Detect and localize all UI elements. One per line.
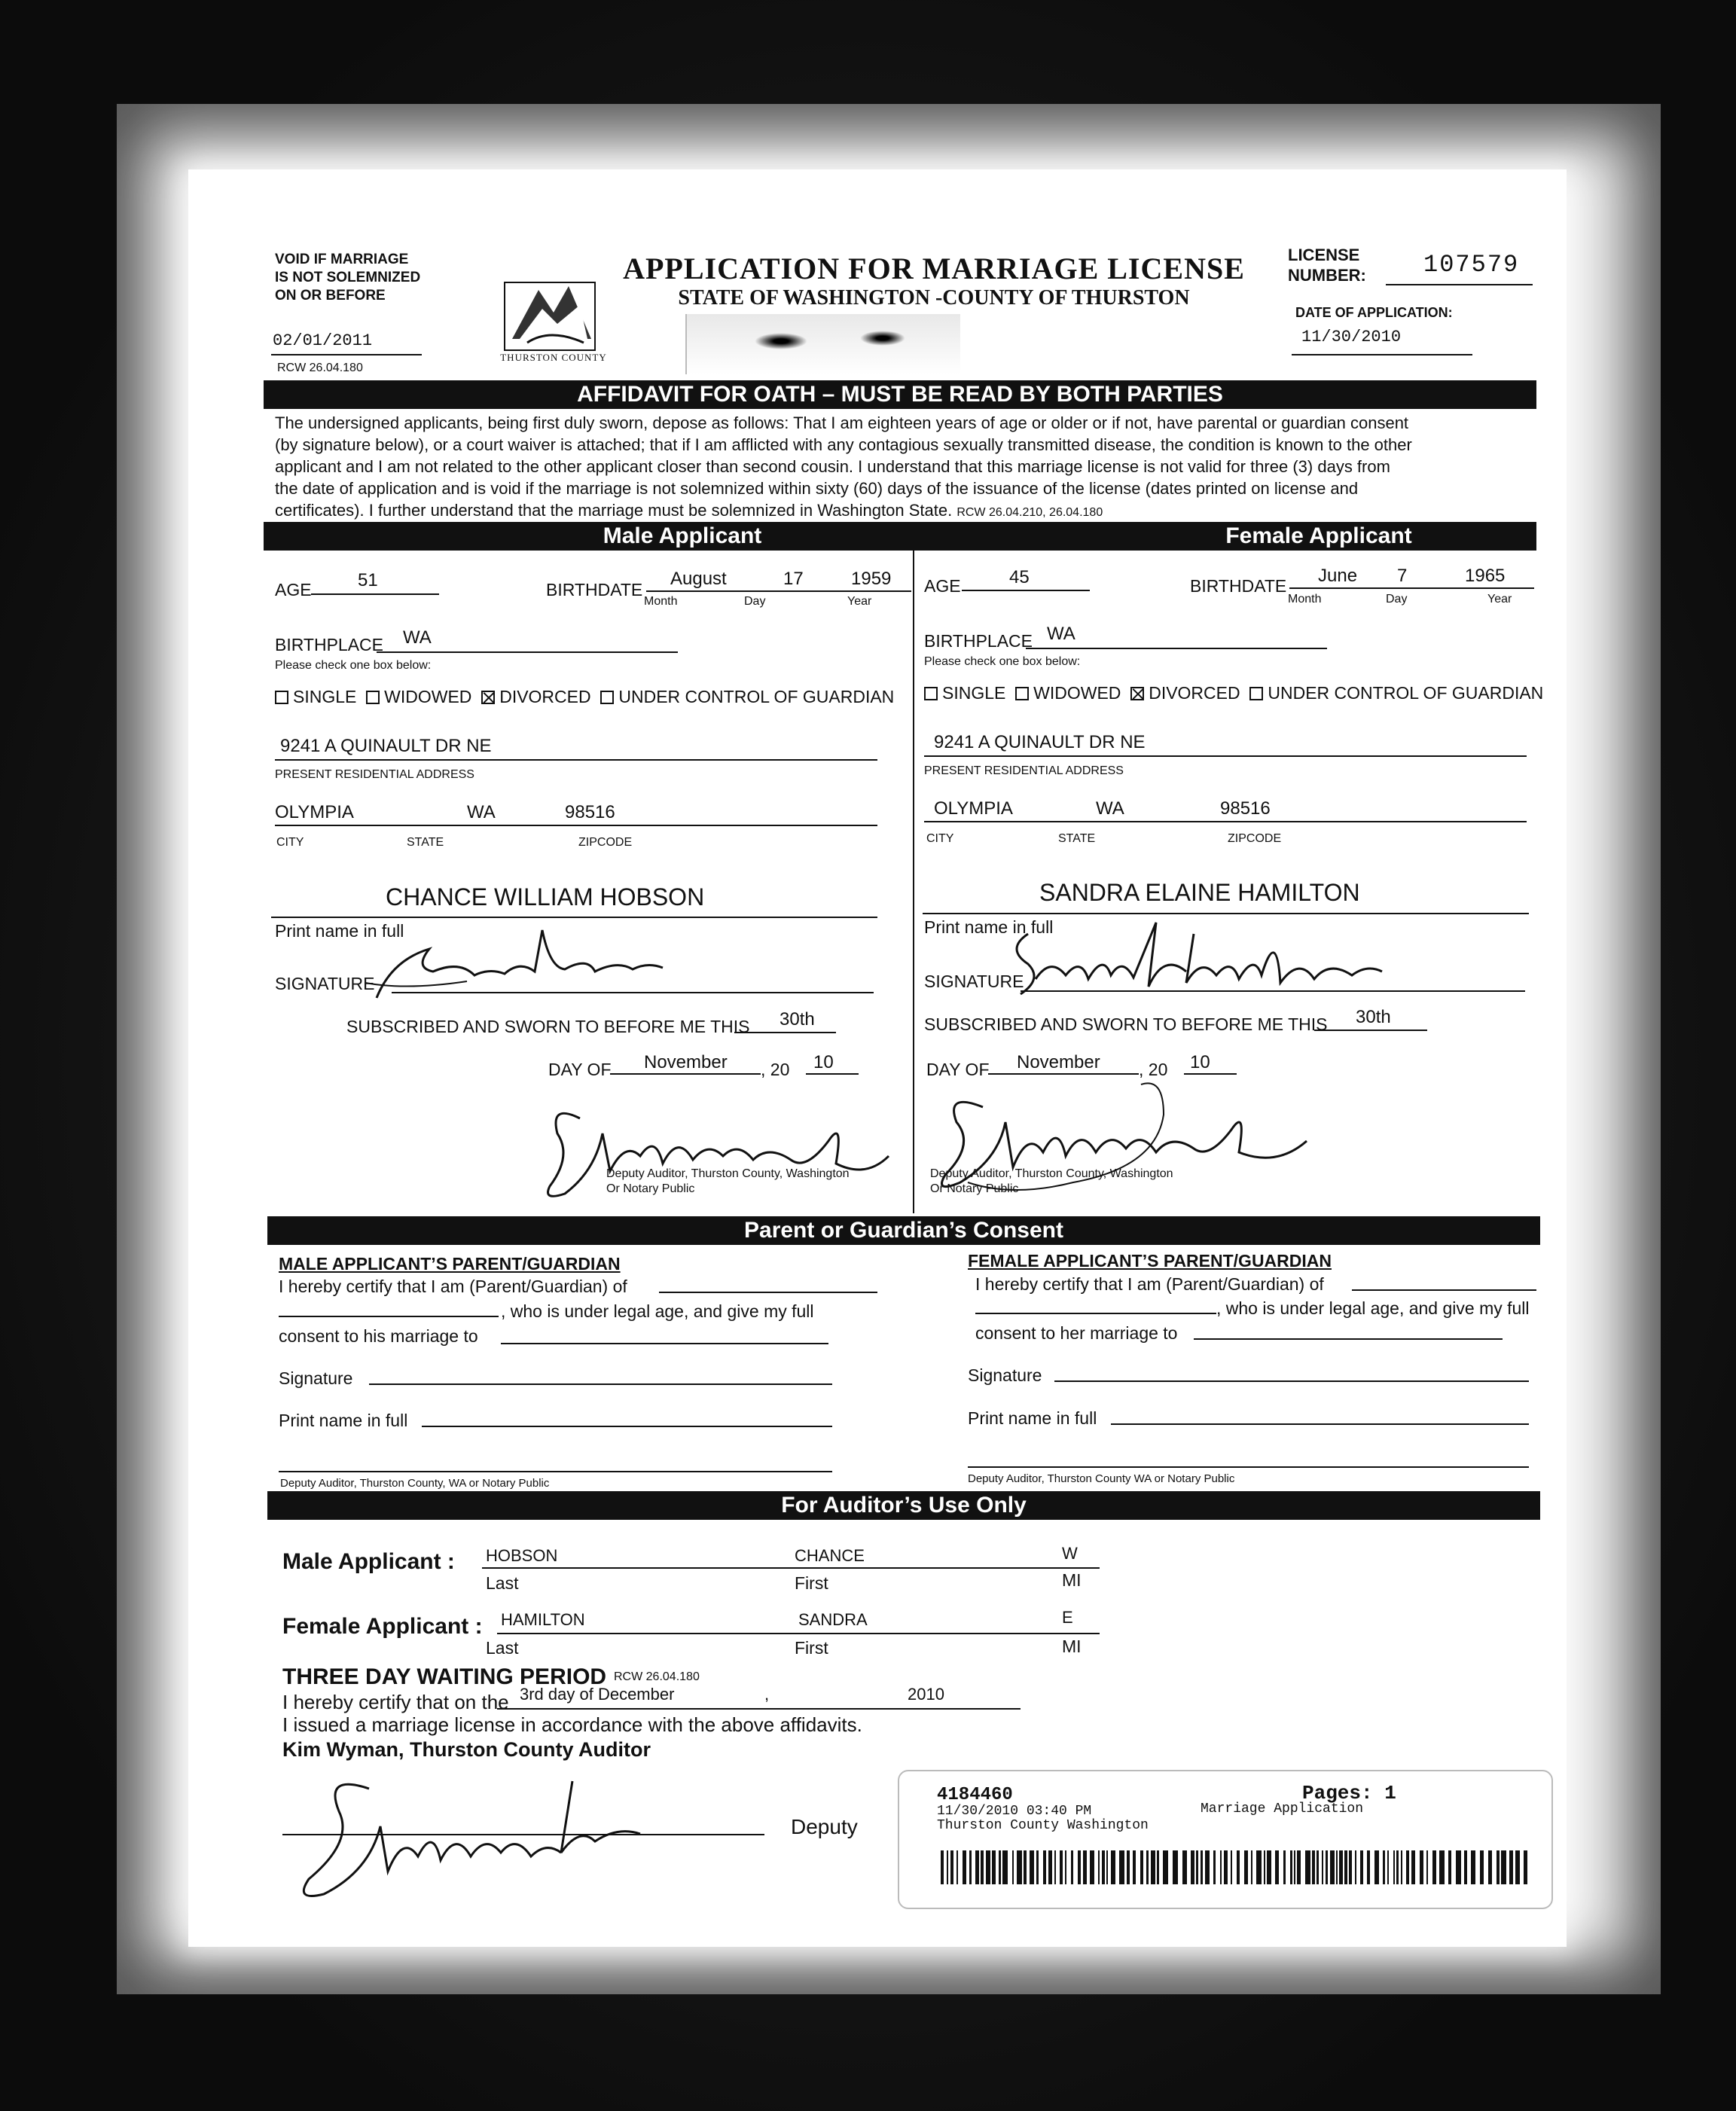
- male-widowed-checkbox[interactable]: [366, 691, 380, 704]
- barcode-bar: [1237, 1850, 1240, 1884]
- barcode-bar: [1078, 1850, 1081, 1884]
- male-state-value: WA: [467, 802, 496, 822]
- form-title: APPLICATION FOR MARRIAGE LICENSE: [623, 252, 1245, 285]
- female-divorced-label: DIVORCED: [1149, 683, 1240, 703]
- female-signature-icon: [998, 911, 1390, 1002]
- female-age-label: AGE: [924, 576, 961, 596]
- auditor-male-first: CHANCE: [795, 1546, 865, 1565]
- female-applicant-heading: Female Applicant: [1225, 523, 1412, 548]
- barcode-bar: [1017, 1850, 1022, 1884]
- barcode-bar: [969, 1850, 972, 1884]
- male-day-caption: Day: [744, 595, 766, 608]
- barcode-bar: [1290, 1850, 1292, 1884]
- male-city-value: OLYMPIA: [275, 802, 354, 822]
- barcode-bar: [1330, 1850, 1335, 1884]
- county-logo-text: THURSTON COUNTY: [500, 352, 607, 363]
- female-birthplace-value: WA: [1047, 624, 1075, 644]
- barcode-bar: [1251, 1850, 1252, 1884]
- female-birth-year: 1965: [1465, 566, 1506, 586]
- barcode-bar: [1224, 1850, 1228, 1884]
- barcode-bar: [1119, 1850, 1124, 1884]
- barcode-bar: [1367, 1850, 1370, 1884]
- barcode-bar: [1420, 1850, 1423, 1884]
- barcode-bar: [1411, 1850, 1415, 1884]
- barcode-bar: [1111, 1850, 1115, 1884]
- female-guardian-print-name-label: Print name in full: [968, 1408, 1097, 1428]
- barcode-bar: [1501, 1850, 1506, 1884]
- barcode-bar: [1205, 1850, 1210, 1884]
- female-guardian-deputy-caption: Deputy Auditor, Thurston County WA or Notary Public: [968, 1472, 1235, 1485]
- female-marital-status: [924, 683, 1543, 703]
- male-guardian-certify: I hereby certify that I am (Parent/Guardian) of: [279, 1277, 627, 1296]
- barcode-bar: [1336, 1850, 1338, 1884]
- male-day-of-label: DAY OF: [548, 1060, 612, 1079]
- female-subscribed-label: SUBSCRIBED AND SWORN TO BEFORE ME THIS: [924, 1014, 1328, 1034]
- male-zip-caption: ZIPCODE: [578, 836, 633, 849]
- male-guardian-label: UNDER CONTROL OF GUARDIAN: [618, 687, 895, 706]
- female-zip-caption: ZIPCODE: [1228, 832, 1282, 845]
- license-label-line: NUMBER:: [1288, 266, 1366, 285]
- column-divider: [913, 551, 914, 1213]
- auditor-male-mi: W: [1062, 1544, 1078, 1563]
- consent-banner: Parent or Guardian’s Consent: [267, 1216, 1540, 1245]
- license-number-label: [1288, 245, 1366, 285]
- barcode-bar: [1157, 1850, 1159, 1884]
- auditor-female-first-caption: First: [795, 1638, 828, 1658]
- barcode-bar: [1360, 1850, 1363, 1884]
- recording-county: Thurston County Washington: [937, 1818, 1149, 1833]
- barcode-bar: [999, 1850, 1001, 1884]
- barcode-bar: [1264, 1850, 1265, 1884]
- female-print-name-label: Print name in full: [924, 917, 1054, 937]
- female-guardian-checkbox[interactable]: [1249, 687, 1263, 700]
- male-zip-value: 98516: [565, 802, 615, 822]
- barcode-bar: [1036, 1850, 1039, 1884]
- female-guardian-heading: FEMALE APPLICANT’S PARENT/GUARDIAN: [968, 1251, 1332, 1271]
- female-birth-day: 7: [1397, 566, 1408, 586]
- barcode-bar: [1448, 1850, 1451, 1884]
- female-divorced-checkbox[interactable]: [1130, 687, 1144, 700]
- female-widowed-checkbox[interactable]: [1015, 687, 1029, 700]
- male-guardian-consent: consent to his marriage to: [279, 1326, 478, 1346]
- certify-day-value: 3rd day of December: [520, 1685, 675, 1704]
- male-marital-status: [275, 687, 894, 707]
- barcode-bar: [1127, 1850, 1130, 1884]
- barcode-bar: [1374, 1850, 1379, 1884]
- barcode-bar: [947, 1850, 948, 1884]
- barcode-bar: [941, 1850, 944, 1884]
- auditor-male-first-caption: First: [795, 1573, 828, 1593]
- license-label-line: LICENSE: [1288, 246, 1360, 264]
- female-address-value: 9241 A QUINAULT DR NE: [934, 732, 1146, 752]
- male-subscribed-label: SUBSCRIBED AND SWORN TO BEFORE ME THIS: [346, 1017, 750, 1036]
- date-of-application-label: DATE OF APPLICATION:: [1295, 305, 1453, 320]
- void-notice-line: IS NOT SOLEMNIZED: [275, 270, 421, 285]
- barcode-bar: [1387, 1850, 1389, 1884]
- female-city-caption: CITY: [926, 832, 954, 845]
- issued-statement: I issued a marriage license in accordance with the above affidavits.: [282, 1713, 862, 1736]
- female-birth-month: June: [1318, 566, 1358, 586]
- female-single-label: SINGLE: [942, 683, 1006, 703]
- barcode-bar: [1406, 1850, 1409, 1884]
- male-check-instruction: Please check one box below:: [275, 659, 432, 672]
- barcode-bar: [1339, 1850, 1343, 1884]
- redaction-block: [685, 314, 960, 374]
- female-guardian-under-age: , who is under legal age, and give my full: [1216, 1298, 1530, 1318]
- barcode-bar: [1220, 1850, 1222, 1884]
- barcode-bar: [1024, 1850, 1027, 1884]
- male-city-caption: CITY: [276, 836, 304, 849]
- recording-datetime: 11/30/2010 03:40 PM: [937, 1804, 1092, 1819]
- date-of-application: 11/30/2010: [1301, 328, 1402, 346]
- affidavit-banner: AFFIDAVIT FOR OATH – MUST BE READ BY BOTH PARTIES: [264, 380, 1536, 409]
- barcode-bar: [1102, 1850, 1105, 1884]
- male-widowed-label: WIDOWED: [384, 687, 472, 706]
- barcode-bar: [1393, 1850, 1395, 1884]
- auditor-male-label: Male Applicant :: [282, 1549, 455, 1574]
- female-month-caption: Month: [1288, 593, 1322, 606]
- female-check-instruction: Please check one box below:: [924, 655, 1081, 668]
- waiting-period-rcw: RCW 26.04.180: [614, 1670, 700, 1683]
- barcode-bar: [1043, 1850, 1046, 1884]
- form-subtitle: STATE OF WASHINGTON -COUNTY OF THURSTON: [678, 286, 1190, 310]
- male-divorced-checkbox[interactable]: [481, 691, 495, 704]
- barcode-bar: [1173, 1850, 1178, 1884]
- male-single-label: SINGLE: [293, 687, 357, 706]
- void-date: 02/01/2011: [273, 331, 373, 350]
- female-year-caption: Year: [1487, 593, 1512, 606]
- barcode-bar: [1383, 1850, 1385, 1884]
- auditor-female-first: SANDRA: [798, 1610, 868, 1629]
- barcode-bar: [1349, 1850, 1352, 1884]
- male-birth-day: 17: [783, 569, 804, 589]
- female-signature-label: SIGNATURE: [924, 972, 1024, 991]
- barcode-bar: [1312, 1850, 1315, 1884]
- barcode-bar: [1071, 1850, 1073, 1884]
- female-guardian-consent: consent to her marriage to: [975, 1323, 1178, 1343]
- auditor-female-label: Female Applicant :: [282, 1614, 483, 1639]
- affidavit-line: the date of application and is void if the marriage is not solemnized within sixty (60) days of the issuance of the license (dates printed on license and: [275, 479, 1359, 498]
- auditor-name: Kim Wyman, Thurston County Auditor: [282, 1738, 651, 1761]
- male-divorced-label: DIVORCED: [499, 687, 591, 706]
- certify-year-value: 2010: [908, 1685, 944, 1704]
- marriage-application-form: [188, 169, 1567, 1947]
- barcode-bar: [992, 1850, 996, 1884]
- male-guardian-deputy-caption: Deputy Auditor, Thurston County, WA or Notary Public: [280, 1477, 550, 1490]
- female-zip-value: 98516: [1220, 798, 1271, 819]
- barcode-bar: [1305, 1850, 1310, 1884]
- deputy-label: Deputy: [791, 1815, 858, 1838]
- recording-barcode: [941, 1850, 1536, 1884]
- barcode-bar: [1396, 1850, 1399, 1884]
- barcode-bar: [1456, 1850, 1461, 1884]
- male-print-name-label: Print name in full: [275, 921, 404, 941]
- male-birthplace-label: BIRTHPLACE: [275, 635, 384, 654]
- female-deputy-caption: Deputy Auditor, Thurston County, Washington: [930, 1167, 1173, 1180]
- female-sworn-day: 30th: [1356, 1007, 1391, 1027]
- male-address-value: 9241 A QUINAULT DR NE: [280, 736, 492, 756]
- male-sworn-year: 10: [813, 1052, 834, 1072]
- barcode-bar: [1267, 1850, 1271, 1884]
- void-notice-line: VOID IF MARRIAGE: [275, 252, 409, 267]
- certify-comma: ,: [764, 1685, 770, 1704]
- barcode-bar: [1065, 1850, 1066, 1884]
- void-rcw: RCW 26.04.180: [277, 361, 363, 374]
- female-notary-caption: Or Notary Public: [930, 1182, 1019, 1195]
- auditor-female-last-caption: Last: [486, 1638, 519, 1658]
- barcode-bar: [1344, 1850, 1347, 1884]
- male-address-caption: PRESENT RESIDENTIAL ADDRESS: [275, 768, 474, 781]
- barcode-bar: [950, 1850, 953, 1884]
- female-guardian-signature-label: Signature: [968, 1365, 1042, 1385]
- affidavit-line: applicant and I am not related to the other applicant closer than second cousin. I understand that this marriage license is not valid for three (3) days from: [275, 457, 1390, 476]
- affidavit-text: [275, 412, 1540, 523]
- female-single-checkbox[interactable]: [924, 687, 938, 700]
- male-single-checkbox[interactable]: [275, 691, 288, 704]
- male-sworn-day: 30th: [780, 1009, 815, 1030]
- barcode-bar: [956, 1850, 958, 1884]
- barcode-bar: [1133, 1850, 1136, 1884]
- auditor-male-last: HOBSON: [486, 1546, 558, 1565]
- female-day-caption: Day: [1386, 593, 1408, 606]
- male-notary-signature-icon: [535, 1088, 911, 1201]
- auditor-female-mi: E: [1062, 1608, 1073, 1627]
- female-birthplace-label: BIRTHPLACE: [924, 631, 1033, 651]
- barcode-bar: [1201, 1850, 1203, 1884]
- male-birth-month: August: [670, 569, 727, 589]
- void-notice-line: ON OR BEFORE: [275, 288, 386, 304]
- male-twenty-label: , 20: [761, 1060, 790, 1079]
- barcode-bar: [1090, 1850, 1094, 1884]
- barcode-bar: [1146, 1850, 1149, 1884]
- barcode-bar: [1098, 1850, 1100, 1884]
- recording-pages: Pages: 1: [1302, 1782, 1396, 1804]
- barcode-bar: [1231, 1850, 1232, 1884]
- barcode-bar: [1196, 1850, 1198, 1884]
- barcode-bar: [1515, 1850, 1520, 1884]
- affidavit-line: (by signature below), or a court waiver is attached; that if I am afflicted with any contagious sexually transmitted disease, the condition is known to the other: [275, 435, 1412, 454]
- thurston-county-logo: [497, 267, 610, 373]
- auditor-female-last: HAMILTON: [501, 1610, 585, 1629]
- barcode-bar: [981, 1850, 984, 1884]
- affidavit-line: The undersigned applicants, being first duly sworn, depose as follows: That I am eighteen years of age or older or if not, have parental or guardian consent: [275, 413, 1409, 432]
- male-sworn-month: November: [644, 1052, 728, 1072]
- waiting-period-title: THREE DAY WAITING PERIOD: [282, 1664, 607, 1689]
- male-signature-label: SIGNATURE: [275, 974, 375, 993]
- female-city-value: OLYMPIA: [934, 798, 1013, 819]
- female-guardian-certify: I hereby certify that I am (Parent/Guardian) of: [975, 1274, 1324, 1294]
- male-printed-name: CHANCE WILLIAM HOBSON: [386, 883, 705, 911]
- barcode-bar: [1471, 1850, 1475, 1884]
- auditor-female-mi-caption: MI: [1062, 1637, 1082, 1656]
- barcode-bar: [1275, 1850, 1279, 1884]
- male-guardian-heading: MALE APPLICANT’S PARENT/GUARDIAN: [279, 1254, 621, 1274]
- certify-on-label: I hereby certify that on the: [282, 1691, 509, 1713]
- female-state-value: WA: [1096, 798, 1124, 819]
- barcode-bar: [1316, 1850, 1319, 1884]
- female-printed-name: SANDRA ELAINE HAMILTON: [1039, 879, 1360, 906]
- barcode-bar: [1002, 1850, 1008, 1884]
- recording-type: Marriage Application: [1201, 1801, 1364, 1817]
- barcode-bar: [986, 1850, 990, 1884]
- barcode-bar: [975, 1850, 979, 1884]
- recording-stamp: [898, 1770, 1553, 1909]
- barcode-bar: [1151, 1850, 1155, 1884]
- barcode-bar: [1213, 1850, 1216, 1884]
- barcode-bar: [1496, 1850, 1500, 1884]
- barcode-bar: [1256, 1850, 1262, 1884]
- male-notary-caption: Or Notary Public: [606, 1182, 695, 1195]
- barcode-bar: [1012, 1850, 1014, 1884]
- auditor-male-mi-caption: MI: [1062, 1570, 1082, 1590]
- barcode-bar: [1030, 1850, 1034, 1884]
- male-guardian-signature-label: Signature: [279, 1368, 353, 1388]
- male-birthdate-label: BIRTHDATE: [546, 580, 643, 599]
- recording-number: 4184460: [937, 1785, 1013, 1805]
- affidavit-line: certificates). I further understand that the marriage must be solemnized in Washington State.: [275, 501, 953, 520]
- female-sworn-year: 10: [1190, 1052, 1210, 1072]
- female-birthdate-label: BIRTHDATE: [1190, 576, 1287, 596]
- barcode-bar: [1326, 1850, 1328, 1884]
- barcode-bar: [1401, 1850, 1402, 1884]
- male-month-caption: Month: [644, 595, 678, 608]
- barcode-bar: [1048, 1850, 1052, 1884]
- void-notice: [275, 251, 420, 305]
- barcode-bar: [1524, 1850, 1527, 1884]
- female-guardian-label: UNDER CONTROL OF GUARDIAN: [1268, 683, 1544, 703]
- barcode-bar: [1297, 1850, 1301, 1884]
- barcode-bar: [1480, 1850, 1484, 1884]
- female-state-caption: STATE: [1058, 832, 1096, 845]
- male-applicant-heading: Male Applicant: [603, 523, 762, 548]
- barcode-bar: [1322, 1850, 1323, 1884]
- male-guardian-print-name-label: Print name in full: [279, 1411, 408, 1430]
- barcode-bar: [1294, 1850, 1295, 1884]
- auditor-male-last-caption: Last: [486, 1573, 519, 1593]
- male-birthplace-value: WA: [403, 627, 432, 648]
- female-widowed-label: WIDOWED: [1033, 683, 1121, 703]
- barcode-bar: [1509, 1850, 1513, 1884]
- barcode-bar: [1163, 1850, 1168, 1884]
- license-number: 107579: [1423, 251, 1520, 279]
- female-twenty-label: , 20: [1139, 1060, 1168, 1079]
- male-age-label: AGE: [275, 580, 312, 599]
- female-sworn-month: November: [1017, 1052, 1100, 1072]
- barcode-bar: [1488, 1850, 1492, 1884]
- barcode-bar: [1083, 1850, 1087, 1884]
- barcode-bar: [1191, 1850, 1194, 1884]
- barcode-bar: [1464, 1850, 1467, 1884]
- female-age-value: 45: [1009, 567, 1030, 587]
- male-state-caption: STATE: [407, 836, 444, 849]
- barcode-bar: [1054, 1850, 1056, 1884]
- female-address-caption: PRESENT RESIDENTIAL ADDRESS: [924, 764, 1124, 777]
- affidavit-rcw: RCW 26.04.210, 26.04.180: [956, 506, 1103, 519]
- auditor-banner: For Auditor’s Use Only: [267, 1491, 1540, 1520]
- barcode-bar: [1355, 1850, 1356, 1884]
- barcode-bar: [1106, 1850, 1108, 1884]
- male-birth-year: 1959: [851, 569, 892, 589]
- barcode-bar: [1432, 1850, 1436, 1884]
- male-deputy-caption: Deputy Auditor, Thurston County, Washington: [606, 1167, 850, 1180]
- male-guardian-checkbox[interactable]: [600, 691, 614, 704]
- applicant-banner: [264, 522, 1536, 551]
- male-year-caption: Year: [847, 595, 872, 608]
- barcode-bar: [1426, 1850, 1428, 1884]
- male-age-value: 51: [358, 570, 378, 590]
- male-guardian-under-age: , who is under legal age, and give my full: [501, 1301, 814, 1321]
- barcode-bar: [1182, 1850, 1187, 1884]
- barcode-bar: [1140, 1850, 1143, 1884]
- barcode-bar: [1060, 1850, 1063, 1884]
- barcode-bar: [1439, 1850, 1445, 1884]
- barcode-bar: [1244, 1850, 1248, 1884]
- female-day-of-label: DAY OF: [926, 1060, 990, 1079]
- barcode-bar: [1283, 1850, 1286, 1884]
- barcode-bar: [963, 1850, 966, 1884]
